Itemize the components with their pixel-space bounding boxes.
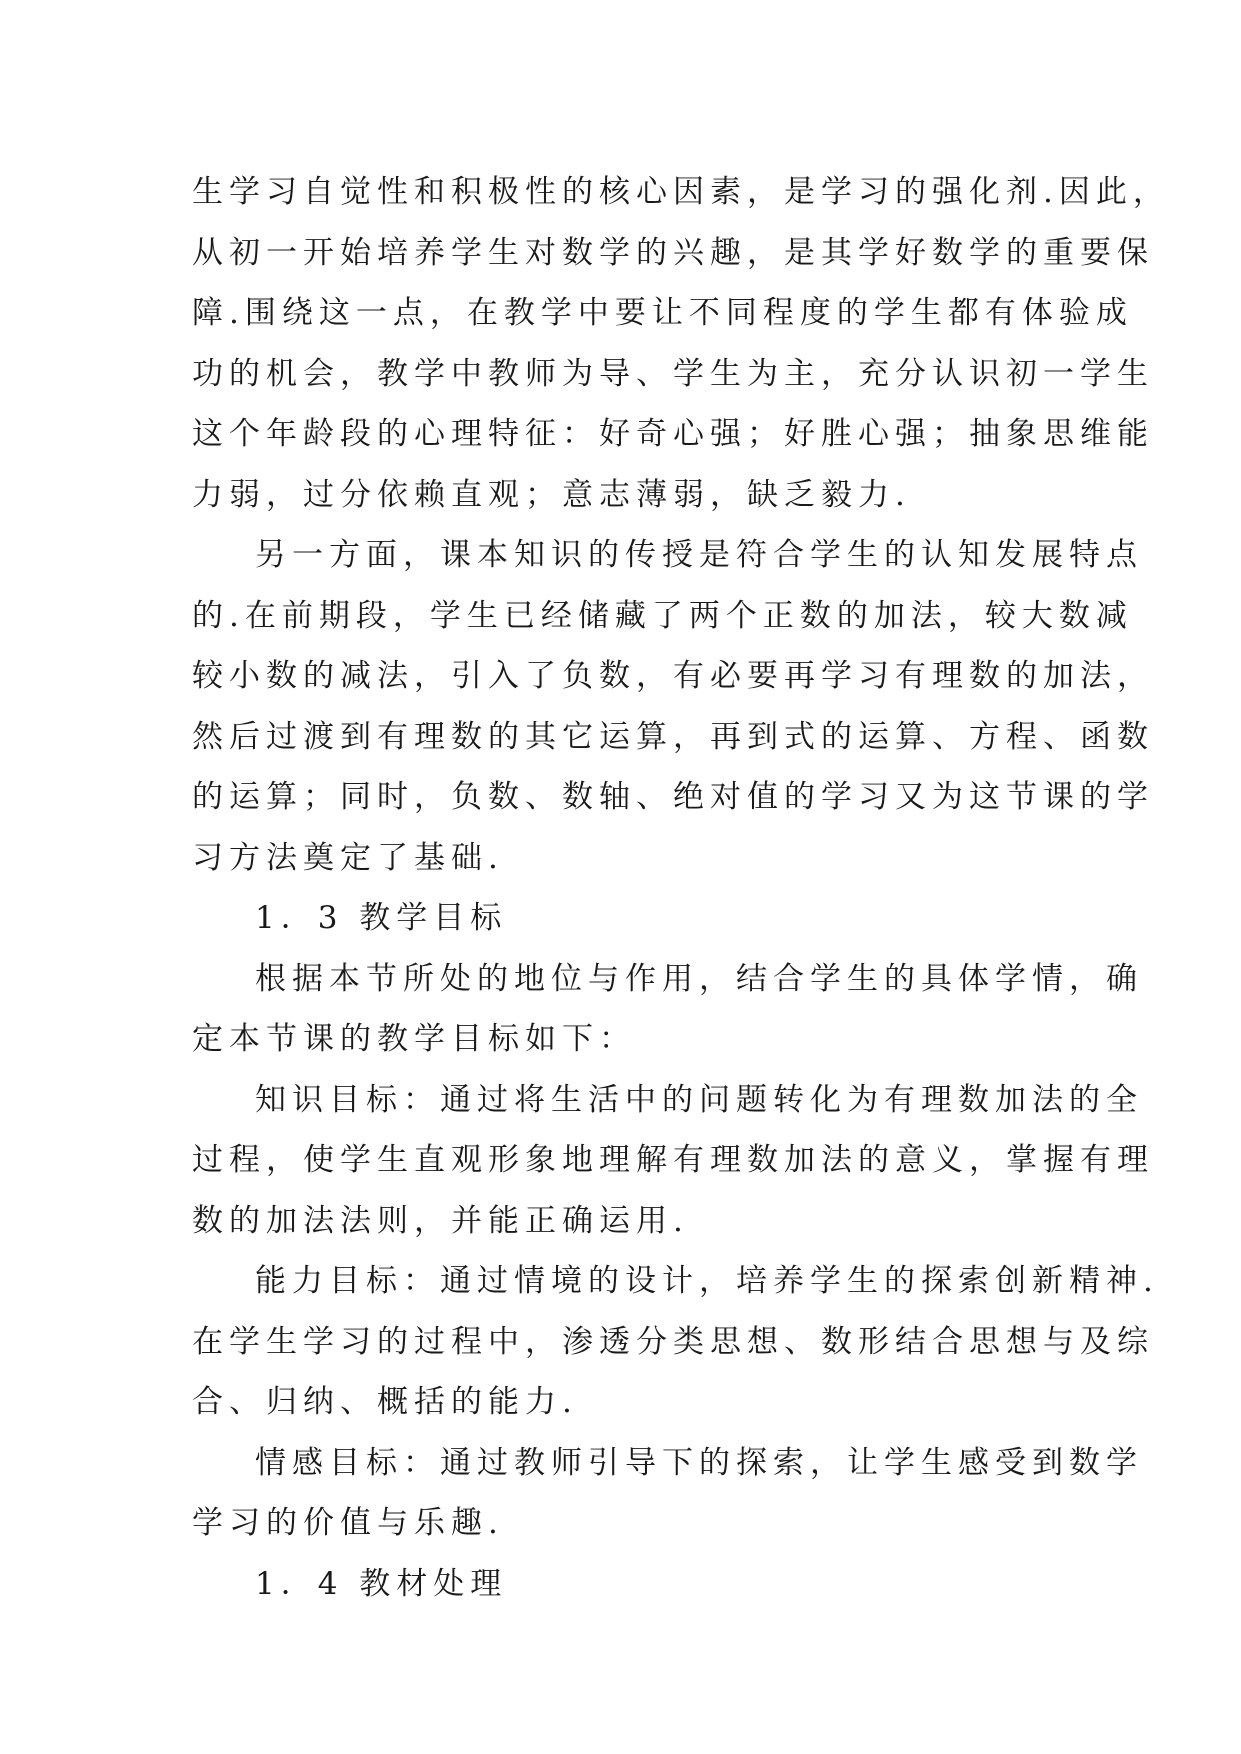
text-line: 根据本节所处的地位与作用，结合学生的具体学情，确 [255, 960, 1143, 997]
text-line: 的运算；同时，负数、数轴、绝对值的学习又为这节课的学 [192, 779, 1154, 815]
text-line: 较小数的减法，引入了负数，有必要再学习有理数的加法， [192, 658, 1154, 694]
text-line: 数的加法法则，并能正确运用. [192, 1202, 689, 1239]
text-line: 功的机会，教学中教师为导、学生为主，充分认识初一学生 [192, 355, 1154, 392]
text-line: 习方法奠定了基础. [192, 839, 504, 876]
text-line: 从初一开始培养学生对数学的兴趣，是其学好数学的重要保 [192, 234, 1154, 271]
text-line: 过程，使学生直观形象地理解有理数加法的意义，掌握有理 [192, 1142, 1154, 1178]
text-line: 知识目标：通过将生活中的问题转化为有理数加法的全 [255, 1081, 1143, 1118]
text-line: 力弱，过分依赖直观；意志薄弱，缺乏毅力. [192, 476, 911, 513]
text-line: 生学习自觉性和积极性的核心因素，是学习的强化剂.因此， [192, 174, 1170, 210]
text-line: 1．4 教材处理 [255, 1565, 508, 1602]
text-line: 能力目标：通过情境的设计，培养学生的探索创新精神. [255, 1263, 1159, 1299]
text-line: 学习的价值与乐趣. [192, 1505, 504, 1541]
text-line: 在学生学习的过程中，渗透分类思想、数形结合思想与及综 [192, 1323, 1154, 1360]
text-line: 的.在前期段，学生已经储藏了两个正数的加法，较大数减 [192, 597, 1133, 634]
text-line: 然后过渡到有理数的其它运算，再到式的运算、方程、函数 [192, 718, 1154, 755]
text-line: 情感目标：通过教师引导下的探索，让学生感受到数学 [255, 1444, 1143, 1481]
text-line: 这个年龄段的心理特征：好奇心强；好胜心强；抽象思维能 [192, 416, 1154, 452]
text-line: 定本节课的教学目标如下： [192, 1021, 636, 1057]
text-line: 另一方面，课本知识的传授是符合学生的认知发展特点 [255, 537, 1143, 573]
text-line: 合、归纳、概括的能力. [192, 1384, 578, 1420]
text-line: 1．3 教学目标 [255, 900, 508, 936]
body-text [192, 162, 1170, 1614]
text-line: 障.围绕这一点，在教学中要让不同程度的学生都有体验成 [192, 295, 1133, 331]
